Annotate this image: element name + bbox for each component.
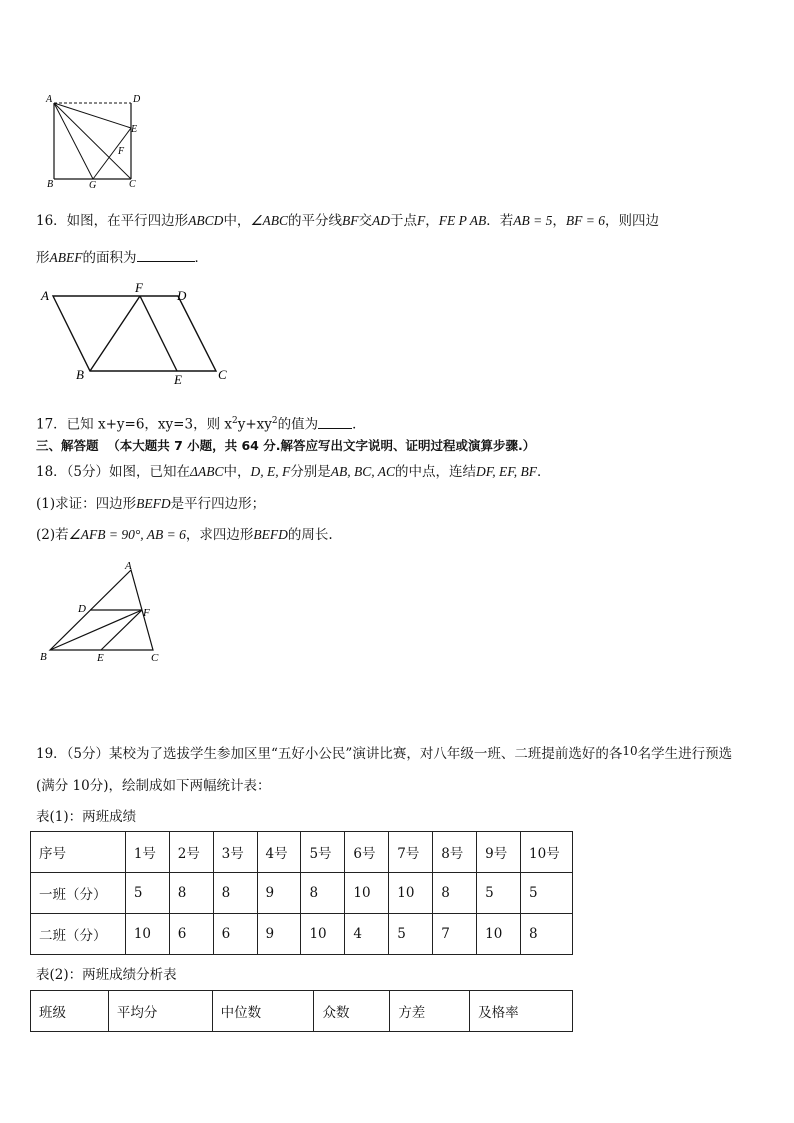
table-cell: 5 — [125, 873, 169, 914]
table-cell: 中位数 — [212, 991, 314, 1032]
seg-ef — [101, 610, 142, 650]
q18-part1: (1)求证：四边形BEFD是平行四边形； — [36, 496, 266, 512]
table-header-row — [31, 991, 573, 1032]
table-cell: 6 — [213, 914, 257, 955]
answer-blank — [318, 416, 352, 429]
label-b: B — [76, 367, 84, 382]
table-cell: 10号 — [521, 832, 573, 873]
table-cell: 9 — [257, 914, 301, 955]
label-d: D — [177, 288, 187, 303]
label-a: A — [46, 94, 53, 105]
table-cell: 8 — [521, 914, 573, 955]
table-cell: 8 — [301, 873, 345, 914]
table-cell: 众数 — [314, 991, 390, 1032]
q16-line1: 16．如图，在平行四边形ABCD中，∠ABC的平分线BF交AD于点F，FE P AB．若AB = 5，BF = 6，则四边 — [36, 213, 660, 229]
label-e: E — [97, 652, 104, 664]
label-f: F — [143, 607, 150, 619]
table2 — [30, 990, 573, 1032]
seg-fe — [140, 296, 177, 371]
table2-caption: 表(2)：两班成绩分析表 — [36, 967, 177, 983]
table-cell: 7号 — [389, 832, 433, 873]
q18-part2: (2)若∠AFB = 90°, AB = 6，求四边形BEFD的周长. — [36, 527, 333, 543]
label-a: A — [125, 560, 132, 572]
label-c: C — [129, 179, 136, 190]
table-cell: 10 — [389, 873, 433, 914]
table-cell: 4 — [345, 914, 389, 955]
table-cell: 5号 — [301, 832, 345, 873]
table1 — [30, 831, 573, 955]
table-row — [31, 914, 573, 955]
table-cell: 一班（分） — [31, 873, 126, 914]
table-cell: 5 — [477, 873, 521, 914]
table-cell: 平均分 — [108, 991, 212, 1032]
label-e: E — [131, 124, 138, 135]
figure-15 — [40, 90, 150, 190]
table1-caption: 表(1)：两班成绩 — [36, 809, 137, 825]
q18-line1: 18．（5分）如图，已知在ΔABC中，D, E, F分别是AB, BC, AC的中点，连结DF, EF, BF． — [36, 464, 551, 480]
seg-ge — [93, 128, 131, 179]
seg-ac — [54, 103, 131, 179]
label-b: B — [40, 651, 47, 663]
table-cell: 方差 — [390, 991, 470, 1032]
table-cell: 10 — [301, 914, 345, 955]
figure-18 — [36, 560, 171, 670]
table-header-row — [31, 832, 573, 873]
q17: 17．已知 x+y=6，xy=3，则 $x^2y+xy^2$的值为 ． — [36, 416, 366, 433]
label-d: D — [133, 94, 141, 105]
table-cell: 及格率 — [470, 991, 573, 1032]
seg-ag — [54, 103, 93, 179]
label-f: F — [135, 280, 143, 295]
label-e: E — [174, 372, 182, 387]
table-cell: 6 — [169, 914, 213, 955]
label-c: C — [218, 367, 227, 382]
table-cell: 1号 — [125, 832, 169, 873]
label-f: F — [118, 146, 125, 157]
q16-line2: 形ABEF的面积为 ． — [36, 250, 208, 266]
figure-16 — [36, 280, 236, 390]
table-cell: 10 — [477, 914, 521, 955]
answer-blank — [137, 249, 195, 262]
table-cell: 8 — [213, 873, 257, 914]
table-cell: 二班（分） — [31, 914, 126, 955]
seg-ae — [54, 103, 131, 128]
table-cell: 2号 — [169, 832, 213, 873]
q19-line1: 19．（5分）某校为了选拔学生参加区里“五好小公民”演讲比赛，对八年级一班、二班提前选好的各10名学生进行预选 — [36, 744, 733, 762]
label-d: D — [78, 603, 86, 615]
table-cell: 10 — [345, 873, 389, 914]
table-cell: 9号 — [477, 832, 521, 873]
table-cell: 4号 — [257, 832, 301, 873]
table-cell: 班级 — [31, 991, 109, 1032]
table-cell: 8 — [433, 873, 477, 914]
table-row — [31, 873, 573, 914]
parallelogram-abcd — [53, 296, 216, 371]
table-cell: 8 — [169, 873, 213, 914]
q19-line2: (满分 10分)，绘制成如下两幅统计表： — [36, 778, 271, 794]
section-heading: 三、解答题 （本大题共 7 小题，共 64 分.解答应写出文字说明、证明过程或演算步骤.） — [36, 438, 536, 453]
label-g: G — [89, 180, 97, 190]
label-c: C — [151, 652, 159, 664]
table-cell: 9 — [257, 873, 301, 914]
table-cell: 10 — [125, 914, 169, 955]
table-cell: 5 — [389, 914, 433, 955]
label-b: B — [47, 179, 54, 190]
table-cell: 5 — [521, 873, 573, 914]
table-cell: 3号 — [213, 832, 257, 873]
seg-bf — [50, 610, 142, 650]
table-cell: 7 — [433, 914, 477, 955]
table-cell: 6号 — [345, 832, 389, 873]
seg-bf — [90, 296, 140, 371]
table-cell: 8号 — [433, 832, 477, 873]
table-cell: 序号 — [31, 832, 126, 873]
label-a: A — [41, 288, 49, 303]
